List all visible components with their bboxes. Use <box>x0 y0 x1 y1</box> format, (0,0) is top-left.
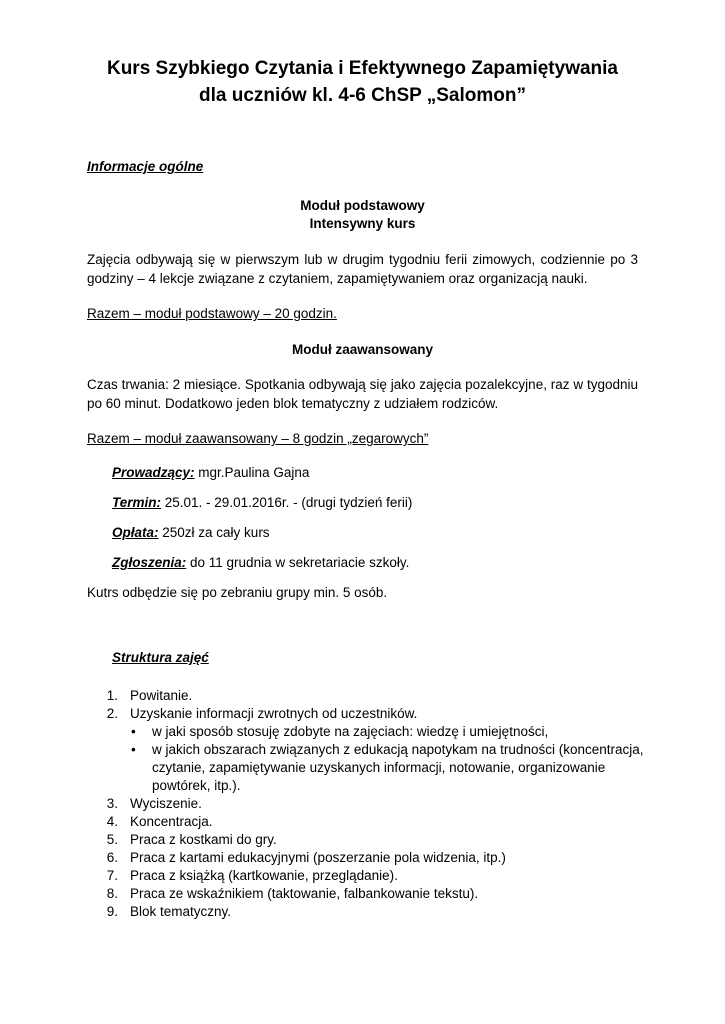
structure-heading: Struktura zajęć <box>112 650 209 665</box>
teacher-label: Prowadzący: <box>112 465 195 480</box>
module-basic-total: Razem – moduł podstawowy – 20 godzin. <box>87 306 337 321</box>
fee-label: Opłata: <box>112 525 159 540</box>
module-advanced-total: Razem – moduł zaawansowany – 8 godzin „zegarowych” <box>87 431 429 446</box>
list-item: Praca z kartami edukacyjnymi (poszerzanie pola widzenia, itp.) <box>130 850 506 865</box>
list-item: Powitanie. <box>130 688 193 703</box>
list-item-number: 7. <box>106 868 118 883</box>
term-row <box>112 494 412 511</box>
list-item: Praca ze wskaźnikiem (taktowanie, falbankowanie tekstu). <box>130 886 479 901</box>
list-item-number: 2. <box>106 706 118 721</box>
list-item-number: 1. <box>106 688 118 703</box>
list-item-number: 4. <box>106 814 118 829</box>
list-item: Uzyskanie informacji zwrotnych od uczestników. <box>130 706 418 721</box>
list-item-number: 3. <box>106 796 118 811</box>
term-value: 25.01. - 29.01.2016r. - (drugi tydzień ferii) <box>161 495 413 510</box>
sub-list-item-continued: czytanie, zapamiętywanie uzyskanych informacji, notowanie, organizowanie <box>152 760 606 775</box>
module-basic-subtitle: Intensywny kurs <box>309 216 416 231</box>
sub-list-item: w jakich obszarach związanych z edukacją napotykam na trudności (koncentracja, <box>152 742 644 757</box>
signup-row <box>112 554 409 571</box>
group-note: Kutrs odbędzie się po zebraniu grupy min. 5 osób. <box>87 585 388 600</box>
signup-value: do 11 grudnia w sekretariacie szkoły. <box>186 555 410 570</box>
list-item-number: 9. <box>106 904 118 919</box>
list-item-number: 6. <box>106 850 118 865</box>
bullet-icon: • <box>131 724 136 739</box>
teacher-row <box>112 464 309 481</box>
sub-list-item-continued: powtórek, itp.). <box>152 778 241 793</box>
fee-row <box>112 524 270 541</box>
teacher-value: mgr.Paulina Gajna <box>194 465 310 480</box>
fee-value: 250zł za cały kurs <box>158 525 270 540</box>
module-advanced-title: Moduł zaawansowany <box>291 342 434 357</box>
general-info-heading: Informacje ogólne <box>87 159 204 174</box>
document-title-line1: Kurs Szybkiego Czytania i Efektywnego Zapamiętywania <box>106 58 619 79</box>
list-item: Praca z książką (kartkowanie, przeglądanie). <box>130 868 398 883</box>
list-item: Blok tematyczny. <box>130 904 232 919</box>
module-basic-title: Moduł podstawowy <box>300 198 425 213</box>
sub-list-item: w jaki sposób stosuję zdobyte na zajęciach: wiedzę i umiejętności, <box>152 724 549 739</box>
term-label: Termin: <box>112 495 162 510</box>
signup-label: Zgłoszenia: <box>112 555 187 570</box>
module-advanced-description: Czas trwania: 2 miesiące. Spotkania odbywają się jako zajęcia pozalekcyjne, raz w tygodniu po 60 minut. Dodatkowo jeden blok tematyczny z udziałem rodziców. <box>87 377 638 411</box>
document-title-line2: dla uczniów kl. 4-6 ChSP „Salomon” <box>199 85 526 106</box>
list-item-number: 5. <box>106 832 118 847</box>
list-item: Koncentracja. <box>130 814 213 829</box>
module-basic-description: Zajęcia odbywają się w pierwszym lub w drugim tygodniu ferii zimowych, codziennie po 3 godziny – 4 lekcje związane z czytaniem, zapamiętywaniem oraz organizacją nauki. <box>87 252 638 286</box>
list-item: Wyciszenie. <box>130 796 202 811</box>
list-item: Praca z kostkami do gry. <box>130 832 277 847</box>
list-item-number: 8. <box>106 886 118 901</box>
bullet-icon: • <box>131 742 136 757</box>
